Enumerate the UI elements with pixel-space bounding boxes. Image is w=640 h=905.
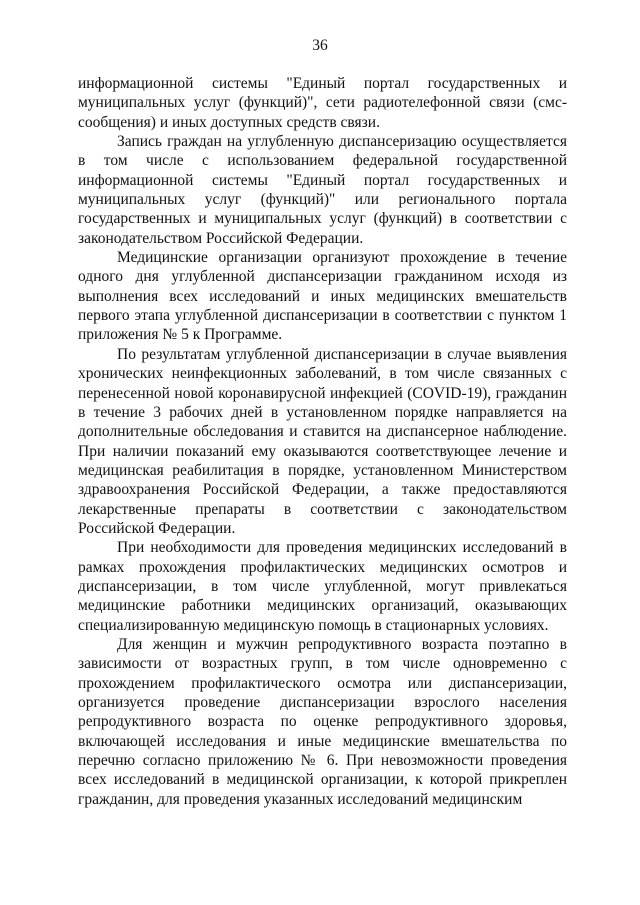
document-body bbox=[78, 74, 567, 809]
paragraph-appointment-registration: Запись граждан на углубленную диспансеризацию осуществляется в том числе с использованием федеральной государственной информационной системы "Единый портал государственных и муниципальных услуг (функций)" или регионального портала государственных и муниципальных услуг (функций) в соответствии с законодательством Российской Федерации. bbox=[78, 133, 567, 247]
paragraph-specialist-involvement: При необходимости для проведения медицинских исследований в рамках прохождения профилактических медицинских осмотров и диспансеризации, в том числе углубленной, могут привлекаться медицинские работники медицинских организаций, оказывающих специализированную медицинскую помощь в стационарных условиях. bbox=[78, 539, 567, 634]
paragraph-examination-results: По результатам углубленной диспансеризации в случае выявления хронических неинфекционных заболеваний, в том числе связанных с перенесенной новой коронавирусной инфекцией (COVID-19), гражданин в течение 3 рабочих дней в установленном порядке направляется на дополнительные обследования и ставится на диспансерное наблюдение. При наличии показаний ему оказываются соответствующее лечение и медицинская реабилитация в порядке, установленном Министерством здравоохранения Российской Федерации, а также предоставляются лекарственные препараты в соответствии с законодательством Российской Федерации. bbox=[78, 345, 567, 537]
page-number: 36 bbox=[312, 37, 328, 54]
paragraph-reproductive-health: Для женщин и мужчин репродуктивного возраста поэтапно в зависимости от возрастных групп, в том числе одновременно с прохождением профилактического осмотра или диспансеризации, организуется проведение диспансеризации взрослого населения репродуктивного возраста по оценке репродуктивного здоровья, включающей исследования и иные медицинские вмешательства по перечню согласно приложению № 6. При невозможности проведения всех исследований в медицинской организации, к которой прикреплен гражданин, для проведения указанных исследований медицинским bbox=[78, 635, 567, 808]
paragraph-continuation: информационной системы "Единый портал государственных и муниципальных услуг (функций)", сети радиотелефонной связи (смс-сообщения) и иных доступных средств связи. bbox=[78, 75, 567, 131]
paragraph-one-day-examination: Медицинские организации организуют прохождение в течение одного дня углубленной диспансеризации гражданином исходя из выполнения всех исследований и иных медицинских вмешательств первого этапа углубленной диспансеризации в соответствии с пунктом 1 приложения № 5 к Программе. bbox=[78, 249, 567, 344]
